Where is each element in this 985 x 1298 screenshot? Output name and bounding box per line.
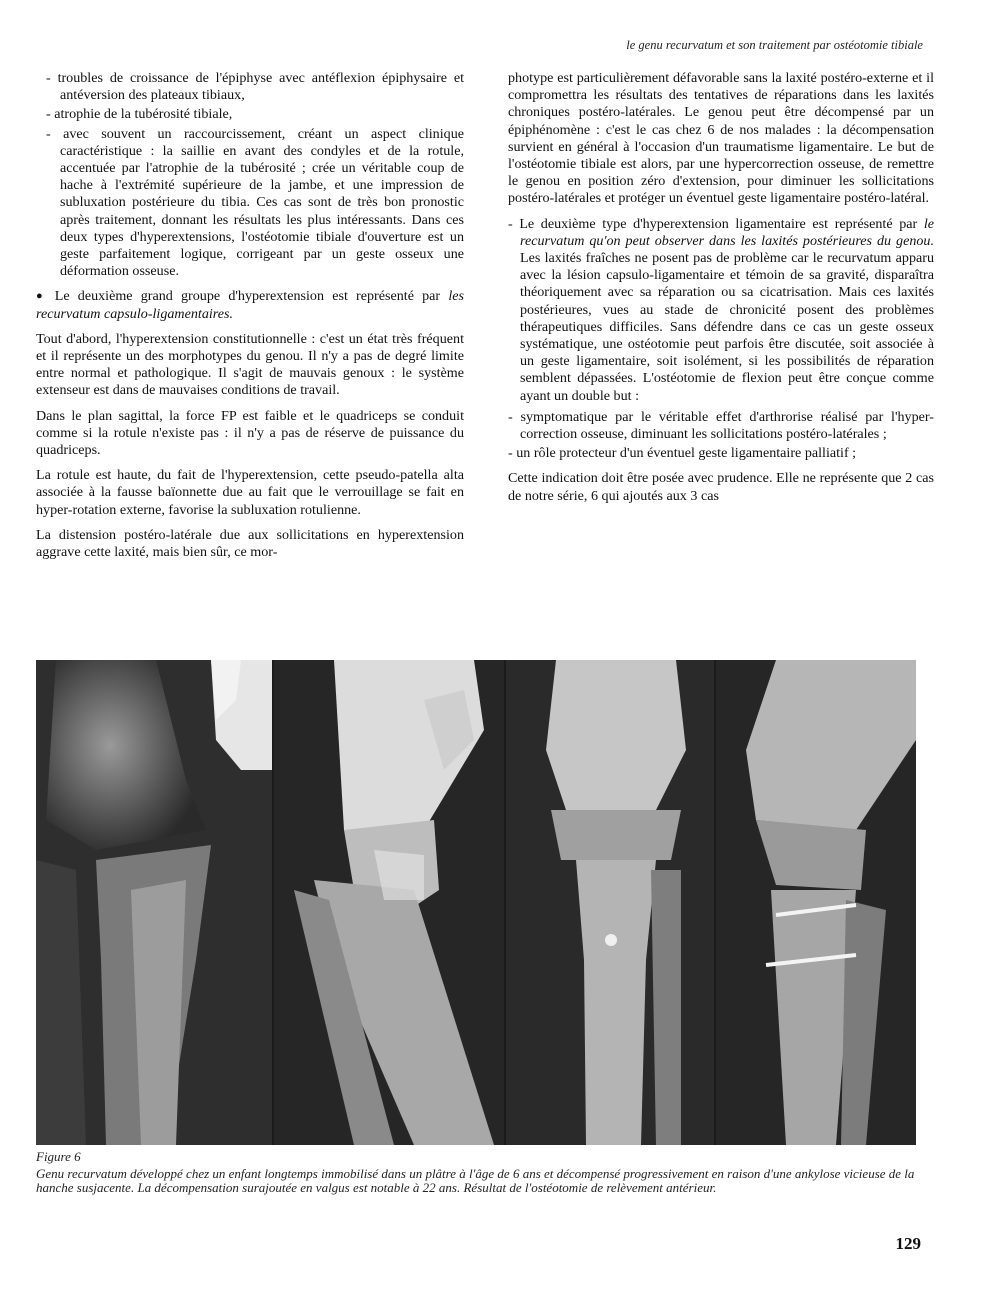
list-item-text: Les laxités fraîches ne posent pas de problème car le recurvatum apparu avec la lésion capsulo-ligamentaire et témoin de sa gravité, disparaîtra théoriquement avec sa réparation ou sa cicatrisation. Mais ces laxités postérieures, vues au stade de chronicité posent des problèmes thérapeutiques difficiles. Sans défendre dans ce cas un geste osseux systématique, une ostéotomie peut parfois être discutée, soit associée à un geste ligamentaire, soit isolément, si les possibilités de réparation semblent dépassées. L'ostéotomie de flexion peut être conçue comme ayant un double but : [520, 250, 934, 404]
list-item-emphasis: le recurvatum qu'on peut observer dans les laxités postérieures du genou. [520, 215, 934, 249]
paragraph: Cette indication doit être posée avec prudence. Elle ne représente que 2 cas de notre série, 6 qui ajoutés aux 3 cas [508, 470, 934, 504]
bullet-emphasis: les recurvatum capsulo-ligamentaires. [36, 288, 464, 322]
list-item: - symptomatique par le véritable effet d'arthrorise réalisé par l'hyper-correction osseuse, diminuant les sollicitations postéro-latérales ; [508, 409, 934, 443]
xray-panel-4 [716, 660, 916, 1145]
list-item: - un rôle protecteur d'un éventuel geste ligamentaire palliatif ; [508, 445, 934, 462]
paragraph: La distension postéro-latérale due aux sollicitations en hyperextension aggrave cette laxité, mais bien sûr, ce mor- [36, 526, 464, 561]
xray-panel-2 [274, 660, 504, 1145]
xray-panel-3 [506, 660, 714, 1145]
list-item [508, 216, 934, 405]
figure-caption [36, 1150, 916, 1196]
bullet-text: Le deuxième grand groupe d'hyperextension est représenté par [54, 288, 441, 305]
right-column [508, 70, 934, 513]
paragraph: La rotule est haute, du fait de l'hyperextension, cette pseudo-patella alta associée à la fausse baïonnette due au fait que le verrouillage se fait en hyper-rotation externe, favorise la subluxation rotulienne. [36, 467, 464, 518]
paragraph: Dans le plan sagittal, la force FP est faible et le quadriceps se conduit comme si la rotule n'existe pas : il n'y a pas de réserve de puissance du quadriceps. [36, 407, 464, 459]
left-column [36, 70, 464, 569]
figure-caption-text: Genu recurvatum développé chez un enfant longtemps immobilisé dans un plâtre à l'âge de 6 ans et décompensé progressivement en raison d'une ankylose vicieuse de la hanche susjacente. La décompensation surajoutée en valgus est notable à 22 ans. Résultat de l'ostéotomie de relèvement antérieur. [36, 1165, 915, 1195]
page-number: 129 [895, 1234, 921, 1253]
list-item-text: Le deuxième type d'hyperextension ligamentaire est représenté par [519, 215, 918, 232]
list-item: - avec souvent un raccourcissement, créant un aspect clinique caractéristique : la saillie en avant des condyles et de la rotule, accentuée par l'atrophie de la tubérosité ; crée un véritable coup de hache à l'extrémité supérieure de la jambe, et une impression de subluxation postérieure du tibia. Ces cas sont de très bon pronostic après traitement, donnant les résultats les plus intéressants. Dans ces deux types d'hyperextensions, l'ostéotomie tibiale d'ouverture est un geste parfaitement logique, corrigeant par un geste osseux une déformation osseuse. [36, 126, 464, 281]
running-head: le genu recurvatum et son traitement par ostéotomie tibiale [626, 38, 923, 52]
list-item: - atrophie de la tubérosité tibiale, [36, 106, 464, 123]
paragraph: photype est particulièrement défavorable sans la laxité postéro-externe et il compromettra les résultats des tentatives de réparations dans les laxités chroniques postéro-latérales. Le genou peut être décompensé par un épiphénomène : c'est le cas chez 6 de nos malades : la décompensation survient en général à l'occasion d'un traumatisme ligamentaire. Le but de l'ostéotomie tibiale est alors, par une hypercorrection osseuse, de remettre le genou en position zéro d'extension, pour diminuer les sollicitations postéro-latérales et protéger un éventuel geste ligamentaire postéro-latéral. [508, 70, 934, 207]
list-item: - troubles de croissance de l'épiphyse avec antéflexion épiphysaire et antéversion des plateaux tibiaux, [36, 70, 464, 104]
xray-figure [36, 660, 916, 1145]
paragraph: Tout d'abord, l'hyperextension constitutionnelle : c'est un état très fréquent et il représente un des morphotypes du genou. Il n'y a pas de degré limite entre normal et pathologique. Il s'agit de mauvais genoux : le système extenseur est dans de mauvaises conditions de travail. [36, 330, 464, 399]
bullet-paragraph [36, 288, 464, 322]
xray-panel-1 [36, 660, 272, 1145]
figure-label: Figure 6 [36, 1149, 81, 1164]
